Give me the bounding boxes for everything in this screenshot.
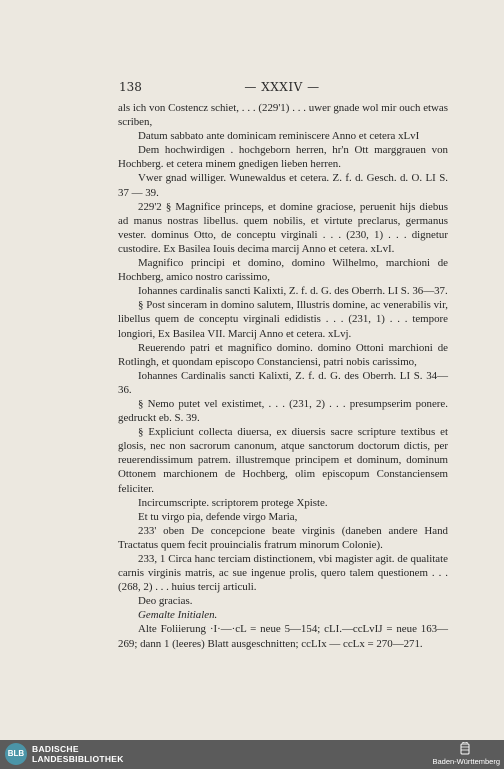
paragraph: als ich von Costencz schiet, . . . (229'1) . . . uwer gnade wol mir ouch etwas scriben, [118, 102, 448, 129]
paragraph: Alte Foliierung ·I·—·cL = neue 5—154; cLI.—ccLvIJ = neue 163—269; dann 1 (leeres) Blatt ausgeschnitten; ccLIx — ccLx = 270—271. [118, 623, 448, 650]
paragraph: Iohannes Cardinalis sancti Kalixti, Z. f. d. G. des Oberrh. LI S. 34—36. [118, 369, 448, 396]
paragraph: § Expliciunt collecta diuersa, ex diuersis sacre scripture textibus et glosis, nec non sacrorum canonum, atque sanctorum doctorum dictis, per reuerendissimum patrem. illustremque principem et dominum, dominum Ottonem marchionem de Hochberg, olim episcopum Constanciensem feliciter. [118, 426, 448, 495]
paragraph: Vwer gnad williger. Wunewaldus et cetera. Z. f. d. Gesch. d. O. LI S. 37 — 39. [118, 172, 448, 199]
partner-name[interactable]: Baden-Württemberg [432, 757, 500, 766]
library-name-line1: BADISCHE [32, 744, 79, 754]
paragraph: Datum sabbato ante dominicam reminiscere Anno et cetera xLvI [138, 130, 420, 143]
paragraph: Gemalte Initialen. [138, 609, 218, 622]
library-name[interactable] [32, 744, 124, 764]
paragraph: 233, 1 Circa hanc terciam distinctionem, vbi magister agit. de qualitate carnis virginis matris, ac sue ingenue prolis, quero talem questionem . . . (268, 2) . . . huius tercij articuli. [118, 553, 448, 594]
paragraph: Magnifico principi et domino, domino Wilhelmo, marchioni de Hochberg, amico nostro carissimo, [118, 257, 448, 284]
paragraph: § Nemo putet vel existimet, . . . (231, 2) . . . presumpserim ponere. gedruckt eb. S. 39. [118, 397, 448, 425]
paragraph: Iohannes cardinalis sancti Kalixti, Z. f. d. G. des Oberrh. LI S. 36—37. [138, 285, 448, 298]
paragraph: § Post sinceram in domino salutem, Illustris domine, ac venerabilis vir, libellus quem de conceptu virginali edidistis . . . (231, 1) . . . tempore longiori, Ex Basilea VII. Marcij Anno et cetera. xLvj. [118, 299, 448, 340]
paragraph: Dem hochwirdigen . hochgeborn herren, hr'n Ott marggrauen von Hochberg. et cetera minem gnedigen lieben herren. [118, 144, 448, 171]
paragraph: Reuerendo patri et magnifico domino. domino Ottoni marchioni de Rotlingh, et quondam episcopo Constanciensi, patri nobis carissimo, [118, 341, 448, 368]
baden-wuerttemberg-crest-icon [458, 742, 472, 756]
paragraph: Et tu virgo pia, defende virgo Maria, [138, 510, 298, 523]
body-text [118, 101, 448, 651]
library-name-line2: LANDESBIBLIOTHEK [32, 754, 124, 764]
library-footer-bar [0, 740, 504, 769]
paragraph: Deo gracias. [138, 595, 193, 608]
blb-logo-badge[interactable]: BLB [5, 743, 27, 765]
paragraph: 233' oben De concepcione beate virginis (daneben andere Hand Tractatus quem fecit prouincialis fratrum minorum Colonie). [118, 524, 448, 551]
paragraph: Incircumscripte. scriptorem protege Xpiste. [138, 496, 328, 509]
page-number: 138 [119, 80, 142, 94]
roman-numeral-heading: — XXXIV — [244, 80, 320, 94]
paragraph: 229'2 § Magnifice princeps, et domine graciose, peruenit hijs diebus ad manus nostras libellus. quem nobilis, et virtute preclarus, germanus vester. dominus Otto, de conceptu virginali . . . (230, 1) . . . dignetur custodire. Ex Basilea Iouis decima marcij Anno et cetera. xLvI. [118, 200, 448, 255]
